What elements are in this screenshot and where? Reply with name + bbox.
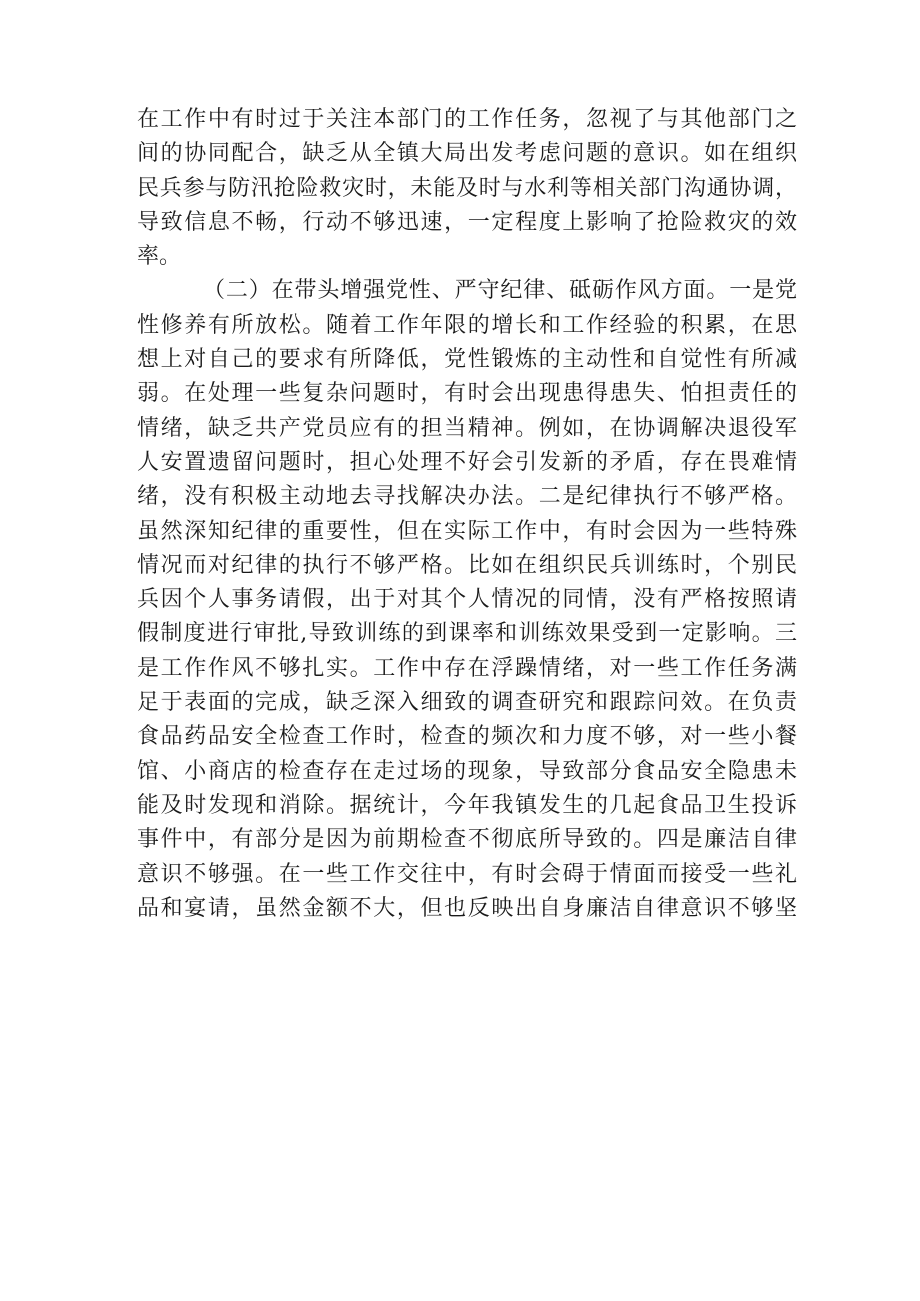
text-line: 情况而对纪律的执行不够严格。比如在组织民兵训练时，个别民 [137,552,797,578]
text-line: 导致信息不畅，行动不够迅速，一定程度上影响了抢险救灾的效 [137,209,797,235]
text-line: 足于表面的完成，缺乏深入细致的调查研究和跟踪问效。在负责 [137,690,797,716]
text-line: 人安置遗留问题时，担心处理不好会引发新的矛盾，存在畏难情 [137,449,797,475]
text-line: 绪，没有积极主动地去寻找解决办法。二是纪律执行不够严格。 [137,484,797,510]
text-line: 假制度进行审批,导致训练的到课率和训练效果受到一定影响。三 [137,621,797,647]
text-line: 事件中，有部分是因为前期检查不彻底所导致的。四是廉洁自律 [137,827,797,853]
document-body [137,103,797,995]
text-line: 食品药品安全检查工作时，检查的频次和力度不够，对一些小餐 [137,724,797,750]
text-line: 馆、小商店的检查存在走过场的现象，导致部分食品安全隐患未 [137,758,797,784]
text-line [137,926,797,960]
text-line: 想上对自己的要求有所降低，党性锻炼的主动性和自觉性有所减 [137,347,797,373]
text-line: 是工作作风不够扎实。工作中存在浮躁情绪，对一些工作任务满 [137,655,797,681]
text-line [137,960,797,994]
text-line: 在工作中有时过于关注本部门的工作任务，忽视了与其他部门之 [137,107,797,132]
text-line: 虽然深知纪律的重要性，但在实际工作中，有时会因为一些特殊 [137,518,797,544]
section-heading-line: （二）在带头增强党性、严守纪律、砥砺作风方面。一是党 [203,278,797,304]
text-line: 意识不够强。在一些工作交往中，有时会碍于情面而接受一些礼 [137,861,797,887]
text-line: 兵因个人事务请假，出于对其个人情况的同情，没有严格按照请 [137,587,797,613]
text-line: 能及时发现和消除。据统计，今年我镇发生的几起食品卫生投诉 [137,792,797,818]
text-line: 品和宴请，虽然金额不大，但也反映出自身廉洁自律意识不够坚 [137,895,797,921]
text-line: 弱。在处理一些复杂问题时，有时会出现患得患失、怕担责任的 [137,381,797,407]
text-line: 性修养有所放松。随着工作年限的增长和工作经验的积累，在思 [137,312,797,338]
text-line: 情绪，缺乏共产党员应有的担当精神。例如，在协调解决退役军 [137,415,797,441]
text-line: 率。 [137,244,182,270]
text-line: 间的协同配合，缺乏从全镇大局出发考虑问题的意识。如在组织 [137,141,797,167]
text-line: 民兵参与防汛抢险救灾时，未能及时与水利等相关部门沟通协调， [137,175,797,201]
